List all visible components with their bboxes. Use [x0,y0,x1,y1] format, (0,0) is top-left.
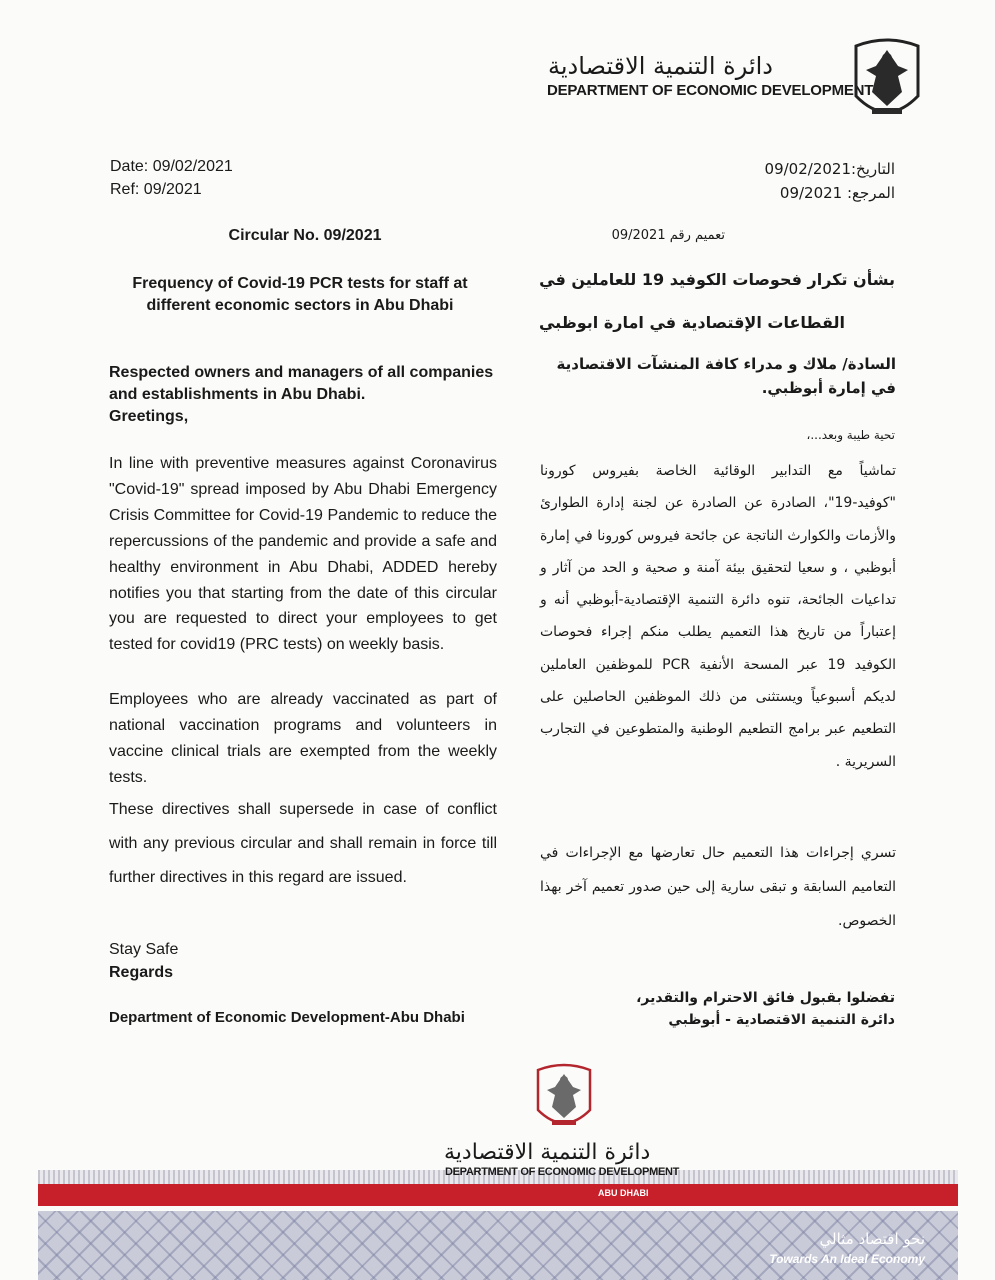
ar-closing: تفضلوا بقبول فائق الاحترام والتقدير، [636,990,895,1006]
en-paragraph-1: In line with preventive measures against Coronavirus "Covid-19" spread imposed by Abu Dhabi Emergency Crisis Committee for Covid-19 Pandemic to reduce the repercussions of the pandemic and provide a safe and healthy environment in Abu Dhabi, ADDED hereby notifies you that starting from the date of this circular you are requested to direct your employees to get tested for covid19 (PRC tests) on weekly basis. [109,455,497,654]
en-addressee: Respected owners and managers of all companies and establishments in Abu Dhabi. [109,364,494,403]
ar-addressee: السادة/ ملاك و مدراء كافة المنشآت الاقتصادية في إمارة أبوظبي. [556,355,896,397]
ar-circular-number: تعميم رقم 09/2021 [611,228,725,243]
footer-city: ABU DHABI [598,1188,649,1198]
ar-signature: دائرة التنمية الاقتصادية - أبوظبي [668,1012,895,1028]
footer-slogan-english: Towards An Ideal Economy [769,1252,925,1266]
ar-date: التاريخ:09/02/2021 [764,160,895,178]
ar-greeting: تحية طيبة وبعد...، [806,428,895,442]
letterhead-arabic-name: دائرة التنمية الاقتصادية [548,52,773,80]
en-closing-regards: Regards [109,964,174,981]
en-greeting: Greetings, [109,408,189,425]
footer-slogan-arabic: نحو اقتصاد مثالي [819,1230,925,1248]
ar-paragraph-2: تسري إجراءات هذا التعميم حال تعارضها مع الإجراءات في التعاميم السابقة و تبقى سارية إلى حين صدور تعميم آخر بهذا الخصوص. [540,845,896,929]
en-paragraph-3: These directives shall supersede in case of conflict with any previous circular and shall remain in force till further directives in this regard are issued. [109,801,497,886]
en-subject: Frequency of Covid-19 PCR tests for staff at different economic sectors in Abu Dhabi [132,275,468,314]
footer-arabic-name: دائرة التنمية الاقتصادية [444,1140,651,1165]
falcon-emblem-icon [535,1062,593,1132]
falcon-emblem-icon [852,36,922,124]
en-closing-stay-safe: Stay Safe [109,941,179,958]
en-paragraph-2: Employees who are already vaccinated as part of national vaccination programs and volunteers in vaccine clinical trials are exempted from the weekly tests. [109,691,497,786]
footer-red-bar [38,1184,958,1206]
ar-subject-line-1: بشأن تكرار فحوصات الكوفيد 19 للعاملين في [539,270,895,289]
en-date: Date: 09/02/2021 [110,158,233,175]
ar-subject-line-2: القطاعات الإقتصادية في امارة ابوظبي [538,313,845,332]
en-ref: Ref: 09/2021 [110,181,202,198]
ar-ref: المرجع: 09/2021 [779,184,895,202]
en-signature: Department of Economic Development-Abu Dhabi [109,1009,465,1026]
en-circular-number: Circular No. 09/2021 [228,227,382,244]
letterhead-english-name: DEPARTMENT OF ECONOMIC DEVELOPMENT [547,82,874,99]
ar-paragraph-1: تماشياً مع التدابير الوقائية الخاصة بفيروس كورونا "كوفيد-19"، الصادرة عن الصادرة عن لجنة إدارة الطوارئ والأزمات والكوارث الناتجة عن جائحة فيروس كورونا في إمارة أبوظبي ، و سعيا لتحقيق بيئة آمنة و صحية و الحد من آثار و تداعيات الجائحة، تنوه دائرة التنمية الإقتصادية-أبوظبي أنه و إعتباراً من تاريخ هذا التعميم يطلب منكم إجراء فحوصات الكوفيد 19 عبر المسحة الأنفية PCR للموظفين العاملين لديكم أسبوعياً ويستثنى من ذلك الموظفين الحاصلين على التطعيم عبر برامج التطعيم الوطنية والمتطوعين في التجارب السريرية . [540,463,897,770]
footer-english-name: DEPARTMENT OF ECONOMIC DEVELOPMENT [445,1166,680,1178]
